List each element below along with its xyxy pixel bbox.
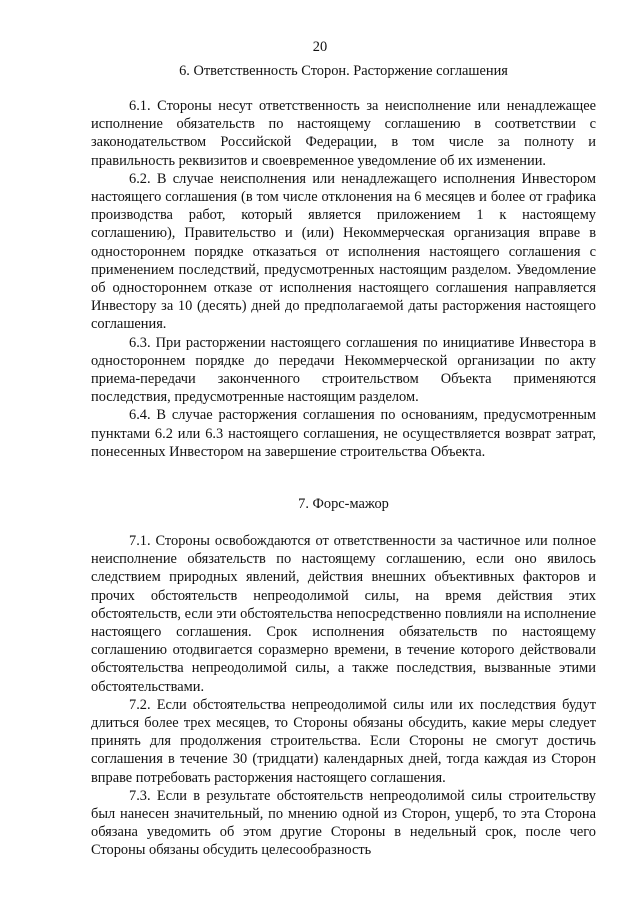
paragraph-6-3: 6.3. При расторжении настоящего соглашения по инициативе Инвестора в одностороннем порядке до передачи Некоммерческой организации по акту приема-передачи законченного строительством Объекта применяются последствия, предусмотренные настоящим разделом. — [91, 334, 596, 406]
page-number: 20 — [312, 39, 328, 55]
paragraph-7-2: 7.2. Если обстоятельства непреодолимой силы или их последствия будут длиться более трех месяцев, то Стороны обязаны обсудить, какие меры следует принять для продолжения строительства. Если Стороны не смогут достичь соглашения в течение 30 (тридцати) календарных дней, тогда каждая из Сторон вправе потребовать расторжения настоящего соглашения. — [91, 696, 596, 786]
paragraph-6-2: 6.2. В случае неисполнения или ненадлежащего исполнения Инвестором настоящего соглашения (в том числе отклонения на 6 месяцев и более от графика производства работ, который является приложением 1 к настоящему соглашению), Правительство и (или) Некоммерческая организация вправе в одностороннем порядке отказаться от исполнения настоящего соглашения с применением последствий, предусмотренных настоящим разделом. Уведомление об одностороннем отказе от исполнения настоящего соглашения направляется Инвестору за 10 (десять) дней до предполагаемой даты расторжения настоящего соглашения. — [91, 170, 596, 333]
paragraph-6-4: 6.4. В случае расторжения соглашения по основаниям, предусмотренным пунктами 6.2 или 6.3 настоящего соглашения, не осуществляется возврат затрат, понесенных Инвестором на завершение строительства Объекта. — [91, 407, 596, 460]
section-6-title: 6. Ответственность Сторон. Расторжение соглашения — [179, 63, 508, 79]
section-7-body — [91, 532, 596, 860]
paragraph-7-3: 7.3. Если в результате обстоятельств непреодолимой силы строительству был нанесен значительный, по мнению одной из Сторон, ущерб, то эта Сторона обязана уведомить об этом другие Стороны в недельный срок, после чего Стороны обязаны обсудить целесообразность — [91, 787, 596, 859]
section-6-body — [91, 97, 596, 461]
paragraph-7-1: 7.1. Стороны освобождаются от ответственности за частичное или полное неисполнение обязательств по настоящему соглашению, если оно явилось следствием природных явлений, действия внешних объективных факторов и прочих обстоятельств непреодолимой силы, на время действия этих обстоятельств, если эти обстоятельства непосредственно повлияли на исполнение настоящего соглашения. Срок исполнения обязательств по настоящему соглашению отодвигается соразмерно времени, в течение которого действовали обстоятельства непреодолимой силы, а также последствия, вызванные этими обстоятельствами. — [91, 533, 596, 695]
section-7-title: 7. Форс-мажор — [298, 496, 389, 512]
paragraph-6-1: 6.1. Стороны несут ответственность за неисполнение или ненадлежащее исполнение обязательств по настоящему соглашению в соответствии с законодательством Российской Федерации, в том числе за полноту и правильность реквизитов и своевременное уведомление об их изменении. — [91, 98, 596, 169]
